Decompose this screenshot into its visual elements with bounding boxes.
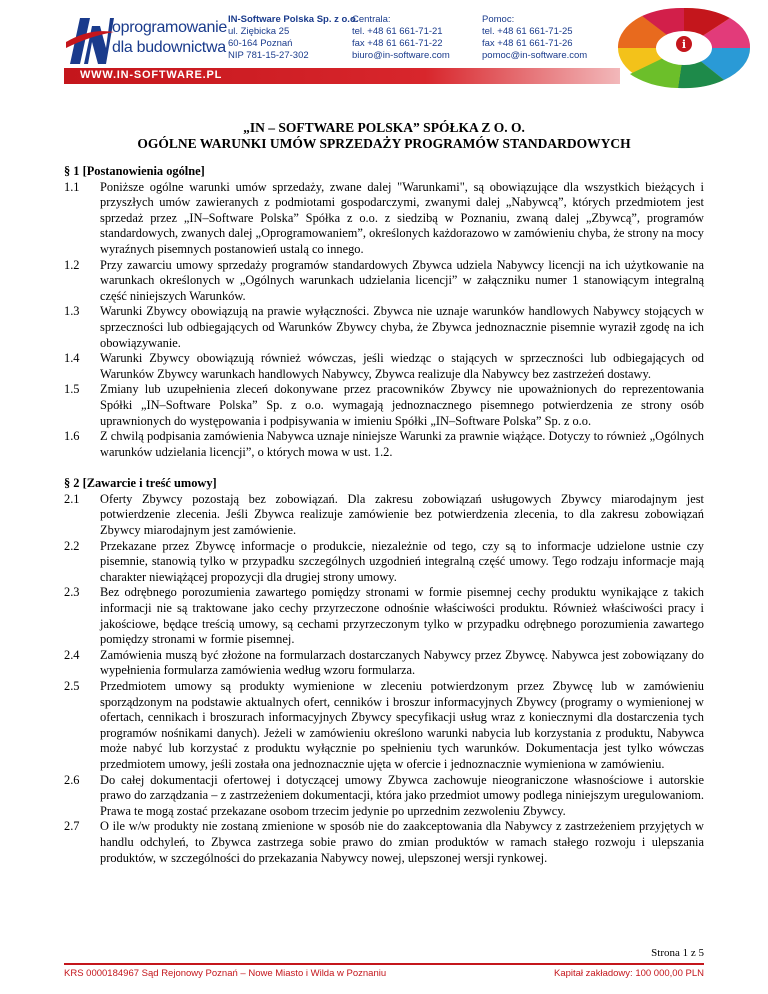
clause [64, 382, 704, 429]
logo-line-2: dla budownictwa [112, 39, 226, 56]
clause-number: 1.2 [64, 257, 80, 272]
clause [64, 492, 704, 539]
clause-text: Oferty Zbywcy pozostają bez zobowiązań. Dla zakresu zobowiązań usługowych Zbywcy miarodajnym jest potwierdzenie zlecenia. Jeśli Zbywca realizuje zamówienie bez potwierdzenia zlecenia, to dla zakresu zobowiązań Zbywcy miarodajnym jest zamówienie. [100, 491, 704, 538]
clause [64, 351, 704, 382]
clause-text: Z chwilą podpisania zamówienia Nabywca uznaje niniejsze Warunki za prawnie wiążące. Dotyczy to również „Ogólnych warunków udzielania licencji”, o których mowa w ust. 1.2. [100, 429, 704, 459]
company-address [228, 14, 358, 62]
centrala-fax: fax +48 61 661-71-22 [352, 38, 443, 49]
clause-text: Zamówienia muszą być złożone na formularzach dostarczanych Nabywcy przez Zbywcę. Nabywca jest zobowiązany do wypełnienia formularza zamówienia według wzoru formularza. [100, 647, 704, 678]
clause-number: 1.1 [64, 179, 80, 194]
clause-number: 2.7 [64, 819, 80, 834]
website-url[interactable]: WWW.IN-SOFTWARE.PL [80, 69, 223, 81]
pomoc-email[interactable]: pomoc@in-software.com [482, 50, 588, 61]
clause-number: 2.1 [64, 491, 80, 506]
document-body [64, 164, 704, 882]
contact-pomoc [482, 14, 587, 62]
centrala-email[interactable]: biuro@in-software.com [352, 50, 450, 61]
clause-text: Przy zawarciu umowy sprzedaży programów standardowych Zbywca udziela Nabywcy licencji na ich użytkowanie na warunkach określonych w „Ogólnych warunkach udzielania licencji” w załączniku numer 1 stanowiącym integralną część niniejszych Warunków. [100, 257, 704, 303]
clause-number: 1.6 [64, 429, 80, 444]
company-city: 60-164 Poznań [228, 38, 293, 49]
section-1 [64, 164, 704, 460]
clause-number: 2.2 [64, 538, 80, 553]
letterhead [0, 0, 768, 90]
pomoc-label: Pomoc: [482, 14, 515, 25]
clause [64, 180, 704, 258]
clause-text: Warunki Zbywcy obowiązują również wówczas, jeśli wiedząc o stających w sprzeczności lub odbiegających od Warunków Zbywcy warunkach handlowych Nabywcy, Zbywca realizuje dla Nabywcy bez zastrzeżeń dostawy. [100, 351, 704, 381]
clause-number: 1.3 [64, 304, 80, 319]
company-street: ul. Ziębicka 25 [228, 26, 290, 37]
logo-wordmark [112, 18, 227, 58]
document-title: OGÓLNE WARUNKI UMÓW SPRZEDAŻY PROGRAMÓW STANDARDOWYCH [137, 136, 631, 151]
clause [64, 773, 704, 820]
clause-text: Warunki Zbywcy obowiązują na prawie wyłączności. Zbywca nie uznaje warunków handlowych Nabywcy stojących w sprzeczności lub odbiegających od Warunków Zbywcy chyba, że Zbywca jednoznacznie pisemnie wyraził zgodę na ich obowiązywanie. [100, 304, 704, 350]
clause-number: 1.4 [64, 351, 80, 366]
centrala-label: Centrala: [352, 14, 391, 25]
website-banner [64, 68, 620, 84]
footer-capital: Kapitał zakładowy: 100 000,00 PLN [554, 968, 704, 979]
clause-text: Bez odrębnego porozumienia zawartego pomiędzy stronami w formie pisemnej cechy produktu wynikające z takich informacji nie są traktowane jako cechy przyrzeczone odnośnie właściwości produktu. Również właściwości pracy i jakościowe, będące treścią umowy, są cechami przyrzeczonym tylko w przypadku odrębnego porozumienia zawartego pomiędzy stronami w formie pisemnej. [100, 585, 704, 647]
company-name: IN-Software Polska Sp. z o.o. [228, 14, 359, 25]
page-number: Strona 1 z 5 [651, 947, 704, 959]
clause-text: Do całej dokumentacji ofertowej i dotyczącej umowy Zbywca zachowuje nieograniczone własnościowe i autorskie prawo do zarządzania – z zastrzeżeniem dokumentacji, która jako przedmiot umowy podlega niniejszym uregulowaniom. Prawa te mogą zostać przekazane osobom trzecim jedynie po uprzednim zezwoleniu Zbywcy. [100, 772, 704, 818]
section-heading: § 1 [Postanowienia ogólne] [64, 164, 205, 178]
company-nip: NIP 781-15-27-302 [228, 50, 309, 61]
footer-registration: KRS 0000184967 Sąd Rejonowy Poznań – Nowe Miasto i Wilda w Poznaniu [64, 968, 387, 979]
clause [64, 258, 704, 305]
clause [64, 679, 704, 773]
clause-number: 2.5 [64, 679, 80, 693]
centrala-tel: tel. +48 61 661-71-21 [352, 26, 443, 37]
contact-centrala [352, 14, 450, 62]
svg-text:i: i [681, 38, 687, 51]
clause [64, 539, 704, 586]
clause-number: 1.5 [64, 382, 80, 397]
section-2 [64, 476, 704, 866]
clause [64, 304, 704, 351]
clause [64, 648, 704, 679]
clause [64, 429, 704, 460]
clause-text: Zmiany lub uzupełnienia zleceń dokonywane przez pracowników Zbywcy nie upoważnionych do reprezentowania Spółki „IN–Software Polska” Sp. z o.o. wymagają jednoznacznego pisemnego potwierdzenia ze strony osób uprawnionych do występowania i podpisywania w imieniu Spółki „IN–Software Polska” Sp. z o.o. [100, 382, 704, 428]
clause-number: 2.6 [64, 772, 80, 787]
clause-text: Poniższe ogólne warunki umów sprzedaży, zwane dalej "Warunkami", są obowiązujące dla wszystkich bieżących i przyszłych umów zawieranych z podmiotami gospodarczymi, zwanymi dalej „Nabywcą”, których przedmiotem jest sprzedaż przez „IN–Software Polska” Spółka z o.o. z siedzibą w Poznaniu, zwaną dalej „Zbywcą”, programów standardowych, zwanych dalej „Oprogramowaniem”, określonych każdorazowo w zamówieniu chyba, że strony na mocy wyraźnych pisemnych postanowień ustalą co innego. [100, 179, 704, 256]
clause-number: 2.4 [64, 647, 80, 662]
in-logo-mark-icon [66, 12, 114, 66]
document-title-company: „IN – SOFTWARE POLSKA” SPÓŁKA Z O. O. [243, 120, 525, 135]
services-wheel-icon [612, 6, 752, 90]
logo-line-1: oprogramowanie [112, 19, 227, 36]
section-heading: § 2 [Zawarcie i treść umowy] [64, 476, 217, 491]
clause-text: Przedmiotem umowy są produkty wymienione w zleceniu potwierdzonym przez Zbywcę lub w zamówieniu sporządzonym na podstawie aktualnych ofert, cenników i broszur informacyjnych Zbywcy (programy o wymienionej w ofertach, cennikach i broszurach informacyjnych Zbywcy specyfikacji usług wraz z koniecznymi dla dostarczenia tych programów nośnikami danych). Jeżeli w zamówieniu określono warunki nabycia lub korzystania z produktu, Nabywca może nabyć lub korzystać z produktu wyłącznie po spełnieniu tych warunków. Dokumentacja jest tylko wówczas przedmiotem umowy, jeśli została ona jednoznacznie ujęta w ofercie i jednoznacznie wymieniona w zamówieniu. [100, 679, 704, 771]
clause-text: O ile w/w produkty nie zostaną zmienione w sposób nie do zaakceptowania dla Nabywcy z zastrzeżeniem przyjętych w handlu odchyleń, to Zbywca zastrzega sobie prawo do zmian produktów w ramach stałego rozwoju i ulepszania produktów, w szczególności do przekazania Nabywcy nowej, ulepszonej wersji rynkowej. [100, 819, 704, 865]
clause-text: Przekazane przez Zbywcę informacje o produkcie, niezależnie od tego, czy są to informacje udzielone ustnie czy pisemnie, stanowią tylko w przypadku szczególnych uzgodnień integralną część umowy. Tego rodzaju informacje mają charakter niewiążącej propozycji dla drugiej strony umowy. [100, 538, 704, 584]
company-logo [66, 12, 226, 66]
pomoc-fax: fax +48 61 661-71-26 [482, 38, 573, 49]
clause-number: 2.3 [64, 585, 80, 600]
footer-divider [64, 963, 704, 965]
clause [64, 819, 704, 866]
pomoc-tel: tel. +48 61 661-71-25 [482, 26, 573, 37]
clause [64, 585, 704, 647]
